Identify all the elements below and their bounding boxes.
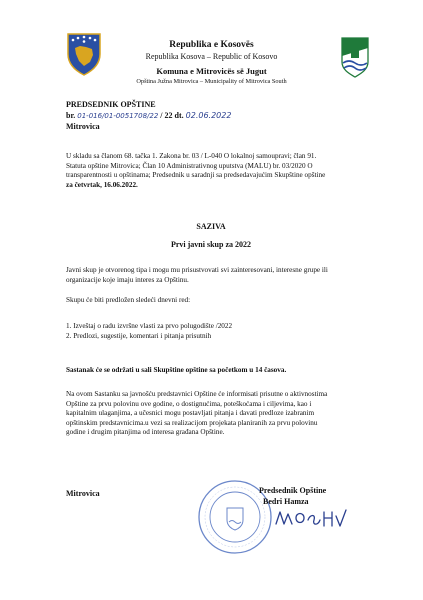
header-municipality: Komuna e Mitrovicës së Jugut bbox=[156, 66, 267, 76]
paragraph-line: Javni skup je otvorenog tipa i mogu mu prisustvovati svi zainteresovani, interesne grupe ili bbox=[66, 266, 328, 274]
signer-title: Predsednik Opštine bbox=[259, 486, 327, 495]
kosovo-coat-of-arms-icon bbox=[66, 32, 102, 76]
public-meeting-paragraph bbox=[66, 266, 366, 285]
intro-date: za četvrtak, 16.06.2022. bbox=[66, 180, 138, 189]
meeting-time-note: Sastanak će se održati u sali Skupštine opštine sa početkom u 14 časova. bbox=[66, 366, 287, 374]
paragraph-line: godine i drugim pitanjima od interesa građana Opštine. bbox=[66, 428, 225, 437]
intro-line: U skladu sa članom 68. tačka 1. Zakona br. 03 / L-040 O lokalnoj samoupravi; član 91. bbox=[66, 152, 317, 160]
header-country-languages: Republika Kosova – Republic of Kosovo bbox=[145, 52, 278, 61]
footer-city: Mitrovica bbox=[66, 489, 100, 498]
document-title: SAZIVA bbox=[196, 222, 226, 231]
paragraph-line: opštinskim predstavnicima.u vezi sa realizacijom projekata planiranih za prvu polovinu bbox=[66, 418, 318, 427]
paragraph-line: organizacije koje imaju interes za Opštinu. bbox=[66, 275, 189, 284]
intro-line: Statuta opštine Mitrovica; Član 10 Administrativnog uputstva (MALU) br. 03/2020 O bbox=[66, 161, 313, 170]
issuer-city: Mitrovica bbox=[66, 122, 100, 131]
date-label: / 22 dt. bbox=[160, 111, 184, 120]
intro-paragraph bbox=[66, 152, 366, 190]
agenda-intro: Skupu će biti predložen sledeći dnevni red: bbox=[66, 296, 191, 304]
handwritten-signature-icon bbox=[272, 506, 352, 532]
issuer-title: PREDSEDNIK OPŠTINE bbox=[66, 100, 156, 109]
paragraph-line: Opštine za prvu polovinu ove godine, o dostignućima, poteškoćama i ciljevima, kao i bbox=[66, 399, 312, 408]
reference-line bbox=[66, 111, 231, 120]
document-subtitle: Prvi javni skup za 2022 bbox=[170, 240, 251, 249]
header-municipality-languages: Opština Južna Mitrovica – Municipality of Mitrovica South bbox=[136, 78, 287, 85]
intro-line: transparentnosti u opštinama; Predsednik u saradnji sa predsedavajućim Skupštine opštine bbox=[66, 171, 326, 180]
paragraph-line: Na ovom Sastanku sa javnošću predstavnici Opštine će informisati prisutne o aktivnostima bbox=[66, 390, 328, 398]
paragraph-line: kapitalnim ulaganjima, a učesnici mogu postavljati pitanja i davati predloze izabranim bbox=[66, 409, 315, 418]
agenda-item: 2. Predlozi, sugestije, komentari i pitanja prisutnih bbox=[66, 331, 212, 340]
date-handwritten: 02.06.2022 bbox=[185, 111, 232, 120]
reference-number-label: br. bbox=[66, 111, 76, 120]
reference-number-handwritten: 01-016/01-0051708/22 bbox=[77, 112, 159, 120]
agenda-item: 1. Izveštaj o radu izvršne vlasti za prvo polugodište /2022 bbox=[66, 322, 233, 330]
meeting-description-paragraph bbox=[66, 390, 366, 438]
signer-name: Bedri Hamza bbox=[263, 497, 309, 506]
municipality-emblem-icon bbox=[340, 36, 370, 78]
header-country: Republika e Kosovës bbox=[169, 40, 254, 50]
agenda-list bbox=[66, 322, 366, 341]
